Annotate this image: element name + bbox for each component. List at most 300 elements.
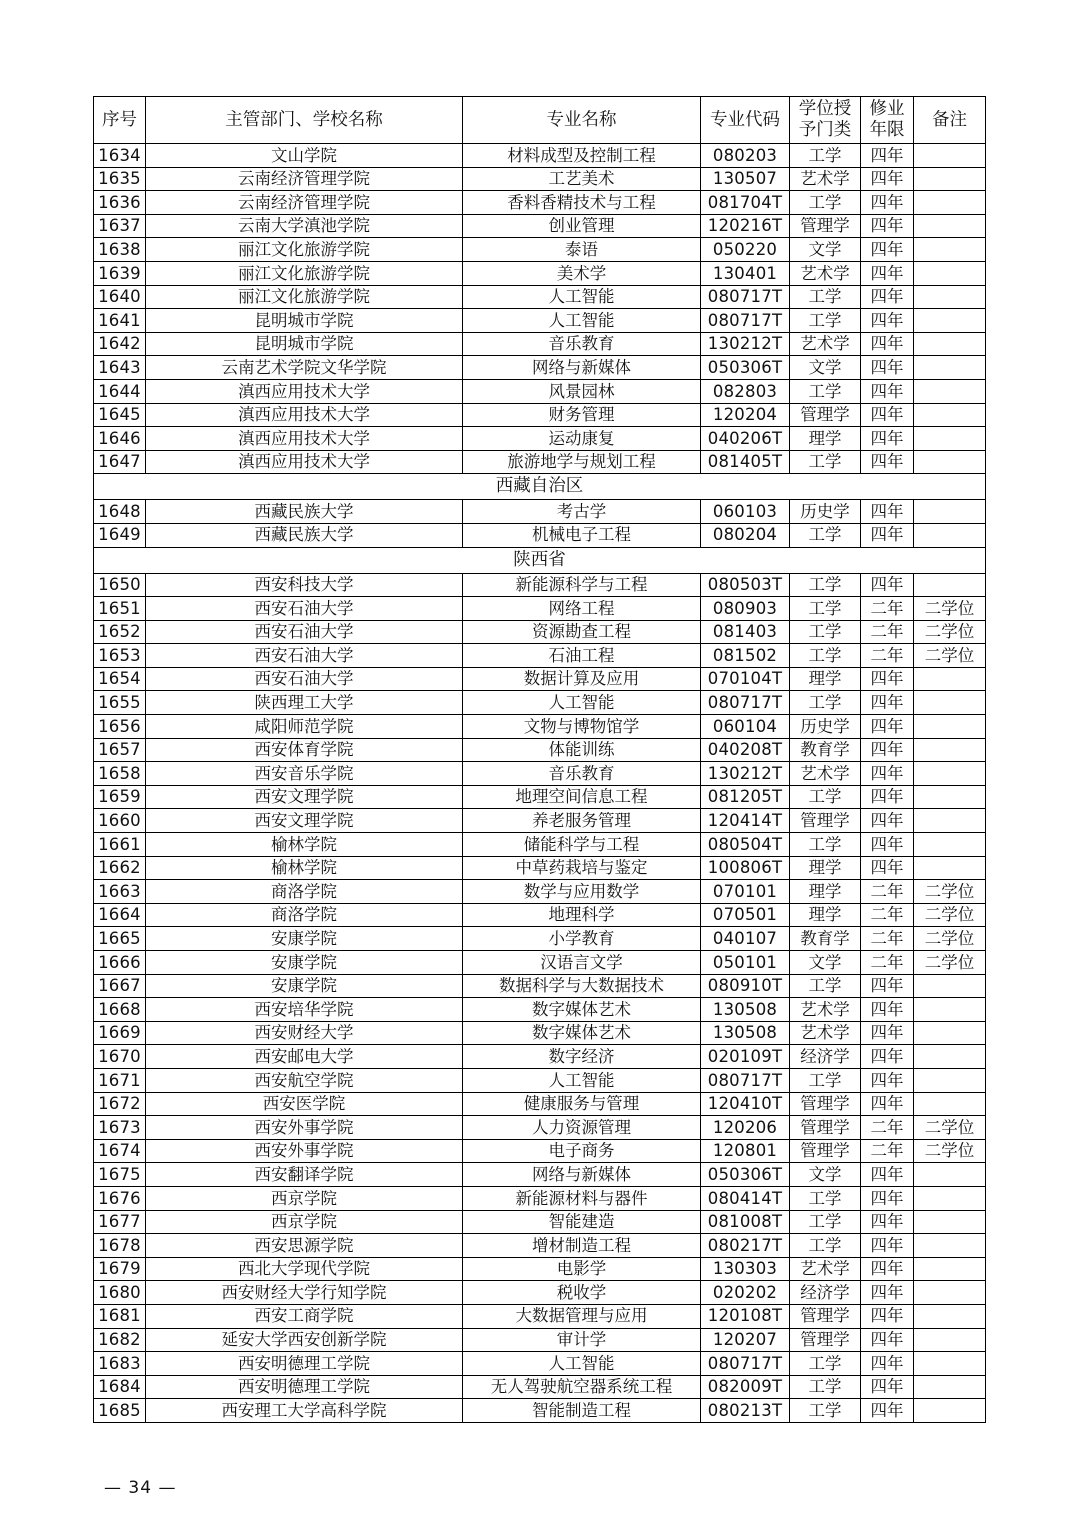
cell-major-code: 120206 bbox=[701, 1116, 790, 1140]
cell-duration: 四年 bbox=[861, 738, 914, 762]
cell-serial: 1667 bbox=[94, 974, 146, 998]
cell-degree-category: 管理学 bbox=[790, 403, 861, 427]
table-row bbox=[94, 238, 986, 262]
cell-major: 网络工程 bbox=[463, 597, 701, 621]
cell-school: 西藏民族大学 bbox=[146, 523, 463, 547]
cell-major-code: 080204 bbox=[701, 523, 790, 547]
table-row bbox=[94, 403, 986, 427]
cell-major-code: 130303 bbox=[701, 1257, 790, 1281]
cell-serial: 1650 bbox=[94, 573, 146, 597]
cell-note bbox=[914, 1328, 986, 1352]
cell-major-code: 130508 bbox=[701, 998, 790, 1022]
cell-school: 陕西理工大学 bbox=[146, 691, 463, 715]
cell-serial: 1657 bbox=[94, 738, 146, 762]
cell-serial: 1678 bbox=[94, 1234, 146, 1258]
cell-note bbox=[914, 214, 986, 238]
cell-major: 泰语 bbox=[463, 238, 701, 262]
degree-category-line-2: 予门类 bbox=[798, 120, 852, 140]
cell-school: 西安石油大学 bbox=[146, 597, 463, 621]
cell-degree-category: 工学 bbox=[790, 620, 861, 644]
cell-note bbox=[914, 1234, 986, 1258]
cell-serial: 1649 bbox=[94, 523, 146, 547]
table-row bbox=[94, 1092, 986, 1116]
cell-major: 大数据管理与应用 bbox=[463, 1304, 701, 1328]
cell-note: 二学位 bbox=[914, 597, 986, 621]
cell-major: 数字媒体艺术 bbox=[463, 998, 701, 1022]
cell-note bbox=[914, 403, 986, 427]
cell-serial: 1663 bbox=[94, 880, 146, 904]
cell-duration: 四年 bbox=[861, 833, 914, 857]
cell-degree-category: 艺术学 bbox=[790, 998, 861, 1022]
table-row bbox=[94, 214, 986, 238]
cell-duration: 四年 bbox=[861, 667, 914, 691]
cell-duration: 四年 bbox=[861, 1281, 914, 1305]
cell-school: 西安石油大学 bbox=[146, 667, 463, 691]
cell-serial: 1651 bbox=[94, 597, 146, 621]
cell-major: 工艺美术 bbox=[463, 167, 701, 191]
cell-serial: 1679 bbox=[94, 1257, 146, 1281]
cell-serial: 1646 bbox=[94, 427, 146, 451]
cell-major: 地理科学 bbox=[463, 903, 701, 927]
cell-duration: 四年 bbox=[861, 856, 914, 880]
cell-note bbox=[914, 285, 986, 309]
cell-duration: 四年 bbox=[861, 1068, 914, 1092]
cell-degree-category: 教育学 bbox=[790, 738, 861, 762]
cell-note bbox=[914, 1257, 986, 1281]
cell-major-code: 040206T bbox=[701, 427, 790, 451]
cell-school: 西安思源学院 bbox=[146, 1234, 463, 1258]
cell-major: 创业管理 bbox=[463, 214, 701, 238]
cell-major: 体能训练 bbox=[463, 738, 701, 762]
cell-note bbox=[914, 1375, 986, 1399]
table-row bbox=[94, 450, 986, 474]
cell-duration: 四年 bbox=[861, 998, 914, 1022]
cell-note bbox=[914, 1186, 986, 1210]
cell-degree-category: 管理学 bbox=[790, 1139, 861, 1163]
cell-major-code: 080504T bbox=[701, 833, 790, 857]
cell-school: 咸阳师范学院 bbox=[146, 715, 463, 739]
cell-note: 二学位 bbox=[914, 927, 986, 951]
table-header bbox=[94, 97, 986, 144]
column-header-serial: 序号 bbox=[94, 97, 146, 144]
cell-note bbox=[914, 261, 986, 285]
cell-major: 小学教育 bbox=[463, 927, 701, 951]
cell-major: 数学与应用数学 bbox=[463, 880, 701, 904]
cell-duration: 四年 bbox=[861, 356, 914, 380]
cell-serial: 1634 bbox=[94, 144, 146, 168]
table-row bbox=[94, 261, 986, 285]
cell-note bbox=[914, 309, 986, 333]
cell-serial: 1656 bbox=[94, 715, 146, 739]
cell-major: 新能源材料与器件 bbox=[463, 1186, 701, 1210]
cell-major: 人工智能 bbox=[463, 285, 701, 309]
cell-serial: 1665 bbox=[94, 927, 146, 951]
cell-note: 二学位 bbox=[914, 1139, 986, 1163]
cell-major-code: 081008T bbox=[701, 1210, 790, 1234]
degree-category-line-1: 学位授 bbox=[798, 99, 852, 120]
cell-major: 增材制造工程 bbox=[463, 1234, 701, 1258]
cell-school: 文山学院 bbox=[146, 144, 463, 168]
cell-major-code: 070501 bbox=[701, 903, 790, 927]
cell-school: 西安财经大学行知学院 bbox=[146, 1281, 463, 1305]
column-header-degree-category bbox=[790, 97, 861, 144]
cell-serial: 1648 bbox=[94, 500, 146, 524]
table-row bbox=[94, 1399, 986, 1423]
cell-major-code: 081403 bbox=[701, 620, 790, 644]
cell-degree-category: 管理学 bbox=[790, 1116, 861, 1140]
cell-school: 西藏民族大学 bbox=[146, 500, 463, 524]
cell-major: 人工智能 bbox=[463, 1352, 701, 1376]
cell-note bbox=[914, 738, 986, 762]
cell-serial: 1638 bbox=[94, 238, 146, 262]
cell-major: 美术学 bbox=[463, 261, 701, 285]
cell-serial: 1654 bbox=[94, 667, 146, 691]
cell-major-code: 082009T bbox=[701, 1375, 790, 1399]
cell-major: 数据科学与大数据技术 bbox=[463, 974, 701, 998]
cell-serial: 1680 bbox=[94, 1281, 146, 1305]
cell-serial: 1673 bbox=[94, 1116, 146, 1140]
table-row bbox=[94, 597, 986, 621]
cell-duration: 四年 bbox=[861, 144, 914, 168]
cell-school: 昆明城市学院 bbox=[146, 309, 463, 333]
cell-major-code: 070101 bbox=[701, 880, 790, 904]
cell-serial: 1683 bbox=[94, 1352, 146, 1376]
cell-duration: 四年 bbox=[861, 1045, 914, 1069]
table-row bbox=[94, 500, 986, 524]
cell-serial: 1644 bbox=[94, 379, 146, 403]
cell-degree-category: 教育学 bbox=[790, 927, 861, 951]
cell-degree-category: 工学 bbox=[790, 1210, 861, 1234]
cell-note bbox=[914, 332, 986, 356]
cell-major-code: 080717T bbox=[701, 1068, 790, 1092]
cell-degree-category: 工学 bbox=[790, 1399, 861, 1423]
cell-duration: 二年 bbox=[861, 1139, 914, 1163]
cell-major: 无人驾驶航空器系统工程 bbox=[463, 1375, 701, 1399]
table-row bbox=[94, 903, 986, 927]
cell-degree-category: 管理学 bbox=[790, 809, 861, 833]
cell-school: 丽江文化旅游学院 bbox=[146, 261, 463, 285]
cell-duration: 四年 bbox=[861, 285, 914, 309]
cell-serial: 1661 bbox=[94, 833, 146, 857]
cell-major-code: 080213T bbox=[701, 1399, 790, 1423]
cell-degree-category: 工学 bbox=[790, 1186, 861, 1210]
cell-school: 西安工商学院 bbox=[146, 1304, 463, 1328]
cell-note bbox=[914, 1281, 986, 1305]
cell-serial: 1647 bbox=[94, 450, 146, 474]
cell-duration: 二年 bbox=[861, 927, 914, 951]
cell-school: 西安邮电大学 bbox=[146, 1045, 463, 1069]
cell-degree-category: 文学 bbox=[790, 1163, 861, 1187]
cell-note: 二学位 bbox=[914, 644, 986, 668]
table-row bbox=[94, 974, 986, 998]
cell-serial: 1666 bbox=[94, 951, 146, 975]
cell-note bbox=[914, 974, 986, 998]
cell-duration: 四年 bbox=[861, 809, 914, 833]
cell-major-code: 080414T bbox=[701, 1186, 790, 1210]
cell-duration: 四年 bbox=[861, 214, 914, 238]
cell-school: 西安航空学院 bbox=[146, 1068, 463, 1092]
table-row bbox=[94, 1163, 986, 1187]
column-header-note: 备注 bbox=[914, 97, 986, 144]
cell-note bbox=[914, 427, 986, 451]
cell-serial: 1636 bbox=[94, 191, 146, 215]
table-row bbox=[94, 715, 986, 739]
table-row bbox=[94, 1186, 986, 1210]
cell-school: 西安石油大学 bbox=[146, 644, 463, 668]
cell-duration: 四年 bbox=[861, 427, 914, 451]
table-row bbox=[94, 144, 986, 168]
cell-degree-category: 管理学 bbox=[790, 1092, 861, 1116]
cell-major-code: 080203 bbox=[701, 144, 790, 168]
cell-degree-category: 工学 bbox=[790, 691, 861, 715]
section-title: 陕西省 bbox=[94, 547, 986, 573]
cell-school: 西安石油大学 bbox=[146, 620, 463, 644]
table-row bbox=[94, 379, 986, 403]
cell-degree-category: 理学 bbox=[790, 880, 861, 904]
cell-duration: 四年 bbox=[861, 1399, 914, 1423]
cell-degree-category: 工学 bbox=[790, 1375, 861, 1399]
cell-serial: 1662 bbox=[94, 856, 146, 880]
cell-major-code: 050306T bbox=[701, 356, 790, 380]
cell-degree-category: 艺术学 bbox=[790, 332, 861, 356]
cell-major-code: 081704T bbox=[701, 191, 790, 215]
duration-line-1: 修业 bbox=[869, 99, 905, 120]
cell-major: 网络与新媒体 bbox=[463, 356, 701, 380]
cell-school: 西安翻译学院 bbox=[146, 1163, 463, 1187]
major-registration-table bbox=[93, 96, 986, 1423]
table-row bbox=[94, 1068, 986, 1092]
cell-note bbox=[914, 500, 986, 524]
table-row bbox=[94, 833, 986, 857]
cell-major-code: 050220 bbox=[701, 238, 790, 262]
table-row bbox=[94, 167, 986, 191]
cell-note bbox=[914, 1045, 986, 1069]
cell-major: 中草药栽培与鉴定 bbox=[463, 856, 701, 880]
cell-serial: 1645 bbox=[94, 403, 146, 427]
cell-school: 云南经济管理学院 bbox=[146, 191, 463, 215]
cell-major-code: 060104 bbox=[701, 715, 790, 739]
cell-serial: 1681 bbox=[94, 1304, 146, 1328]
cell-degree-category: 工学 bbox=[790, 644, 861, 668]
cell-duration: 四年 bbox=[861, 1375, 914, 1399]
cell-degree-category: 历史学 bbox=[790, 715, 861, 739]
cell-major: 考古学 bbox=[463, 500, 701, 524]
cell-major: 储能科学与工程 bbox=[463, 833, 701, 857]
cell-major: 运动康复 bbox=[463, 427, 701, 451]
cell-school: 云南经济管理学院 bbox=[146, 167, 463, 191]
cell-major: 石油工程 bbox=[463, 644, 701, 668]
cell-school: 滇西应用技术大学 bbox=[146, 427, 463, 451]
cell-school: 西安培华学院 bbox=[146, 998, 463, 1022]
table-row bbox=[94, 785, 986, 809]
cell-duration: 四年 bbox=[861, 403, 914, 427]
cell-major: 机械电子工程 bbox=[463, 523, 701, 547]
cell-major: 电影学 bbox=[463, 1257, 701, 1281]
cell-degree-category: 工学 bbox=[790, 597, 861, 621]
cell-major-code: 070104T bbox=[701, 667, 790, 691]
cell-school: 西安医学院 bbox=[146, 1092, 463, 1116]
table-row bbox=[94, 1139, 986, 1163]
cell-major: 数字经济 bbox=[463, 1045, 701, 1069]
table-row bbox=[94, 856, 986, 880]
cell-note bbox=[914, 191, 986, 215]
cell-major-code: 120108T bbox=[701, 1304, 790, 1328]
table-row bbox=[94, 1210, 986, 1234]
cell-note bbox=[914, 238, 986, 262]
table-row bbox=[94, 1045, 986, 1069]
cell-note bbox=[914, 833, 986, 857]
cell-note: 二学位 bbox=[914, 951, 986, 975]
cell-note bbox=[914, 1163, 986, 1187]
cell-duration: 四年 bbox=[861, 1210, 914, 1234]
table-body bbox=[94, 144, 986, 1423]
table-row bbox=[94, 1021, 986, 1045]
table-row bbox=[94, 573, 986, 597]
cell-school: 丽江文化旅游学院 bbox=[146, 238, 463, 262]
cell-duration: 四年 bbox=[861, 500, 914, 524]
cell-school: 西北大学现代学院 bbox=[146, 1257, 463, 1281]
cell-note: 二学位 bbox=[914, 620, 986, 644]
cell-duration: 二年 bbox=[861, 880, 914, 904]
cell-duration: 四年 bbox=[861, 1186, 914, 1210]
cell-school: 西安文理学院 bbox=[146, 809, 463, 833]
cell-duration: 二年 bbox=[861, 1116, 914, 1140]
cell-school: 西安明德理工学院 bbox=[146, 1352, 463, 1376]
cell-school: 西安文理学院 bbox=[146, 785, 463, 809]
cell-serial: 1641 bbox=[94, 309, 146, 333]
cell-school: 西安外事学院 bbox=[146, 1139, 463, 1163]
cell-school: 云南大学滇池学院 bbox=[146, 214, 463, 238]
cell-degree-category: 管理学 bbox=[790, 214, 861, 238]
cell-major: 智能建造 bbox=[463, 1210, 701, 1234]
cell-degree-category: 工学 bbox=[790, 144, 861, 168]
table-row bbox=[94, 1281, 986, 1305]
cell-duration: 二年 bbox=[861, 620, 914, 644]
cell-duration: 四年 bbox=[861, 238, 914, 262]
table-row bbox=[94, 762, 986, 786]
section-header-row bbox=[94, 474, 986, 500]
cell-note bbox=[914, 379, 986, 403]
cell-note bbox=[914, 1068, 986, 1092]
cell-major: 香料香精技术与工程 bbox=[463, 191, 701, 215]
cell-degree-category: 艺术学 bbox=[790, 261, 861, 285]
cell-serial: 1682 bbox=[94, 1328, 146, 1352]
cell-degree-category: 艺术学 bbox=[790, 167, 861, 191]
cell-degree-category: 理学 bbox=[790, 667, 861, 691]
cell-serial: 1677 bbox=[94, 1210, 146, 1234]
cell-major: 旅游地学与规划工程 bbox=[463, 450, 701, 474]
cell-major: 新能源科学与工程 bbox=[463, 573, 701, 597]
table-row bbox=[94, 927, 986, 951]
cell-note bbox=[914, 667, 986, 691]
cell-degree-category: 工学 bbox=[790, 974, 861, 998]
cell-degree-category: 工学 bbox=[790, 1068, 861, 1092]
cell-note bbox=[914, 856, 986, 880]
cell-major: 健康服务与管理 bbox=[463, 1092, 701, 1116]
cell-serial: 1670 bbox=[94, 1045, 146, 1069]
cell-note bbox=[914, 1352, 986, 1376]
cell-degree-category: 工学 bbox=[790, 785, 861, 809]
cell-serial: 1653 bbox=[94, 644, 146, 668]
section-title: 西藏自治区 bbox=[94, 474, 986, 500]
table-row bbox=[94, 880, 986, 904]
cell-school: 西安理工大学高科学院 bbox=[146, 1399, 463, 1423]
table-row bbox=[94, 1257, 986, 1281]
cell-degree-category: 工学 bbox=[790, 523, 861, 547]
cell-school: 丽江文化旅游学院 bbox=[146, 285, 463, 309]
cell-degree-category: 理学 bbox=[790, 856, 861, 880]
cell-note bbox=[914, 144, 986, 168]
cell-degree-category: 经济学 bbox=[790, 1281, 861, 1305]
cell-major-code: 040208T bbox=[701, 738, 790, 762]
table-header-row bbox=[94, 97, 986, 144]
cell-duration: 四年 bbox=[861, 1304, 914, 1328]
cell-duration: 四年 bbox=[861, 379, 914, 403]
table-row bbox=[94, 332, 986, 356]
duration-line-2: 年限 bbox=[869, 120, 905, 140]
cell-duration: 四年 bbox=[861, 715, 914, 739]
cell-major: 材料成型及控制工程 bbox=[463, 144, 701, 168]
cell-note bbox=[914, 1210, 986, 1234]
cell-school: 商洛学院 bbox=[146, 880, 463, 904]
cell-duration: 四年 bbox=[861, 762, 914, 786]
cell-note: 二学位 bbox=[914, 1116, 986, 1140]
cell-major: 资源勘查工程 bbox=[463, 620, 701, 644]
cell-serial: 1676 bbox=[94, 1186, 146, 1210]
cell-major-code: 120216T bbox=[701, 214, 790, 238]
table-row bbox=[94, 951, 986, 975]
cell-serial: 1642 bbox=[94, 332, 146, 356]
cell-duration: 四年 bbox=[861, 523, 914, 547]
cell-major-code: 120414T bbox=[701, 809, 790, 833]
cell-school: 安康学院 bbox=[146, 974, 463, 998]
cell-degree-category: 理学 bbox=[790, 427, 861, 451]
cell-major: 地理空间信息工程 bbox=[463, 785, 701, 809]
cell-major-code: 020202 bbox=[701, 1281, 790, 1305]
table-row bbox=[94, 1304, 986, 1328]
cell-major-code: 040107 bbox=[701, 927, 790, 951]
table-row bbox=[94, 738, 986, 762]
table-row bbox=[94, 1328, 986, 1352]
cell-duration: 二年 bbox=[861, 951, 914, 975]
cell-school: 西安体育学院 bbox=[146, 738, 463, 762]
cell-degree-category: 文学 bbox=[790, 238, 861, 262]
cell-major-code: 120207 bbox=[701, 1328, 790, 1352]
section-header-row bbox=[94, 547, 986, 573]
cell-degree-category: 管理学 bbox=[790, 1304, 861, 1328]
cell-note bbox=[914, 809, 986, 833]
cell-major-code: 080717T bbox=[701, 285, 790, 309]
cell-serial: 1684 bbox=[94, 1375, 146, 1399]
cell-school: 西安外事学院 bbox=[146, 1116, 463, 1140]
cell-duration: 四年 bbox=[861, 691, 914, 715]
cell-note bbox=[914, 762, 986, 786]
cell-major-code: 020109T bbox=[701, 1045, 790, 1069]
cell-major-code: 100806T bbox=[701, 856, 790, 880]
cell-major-code: 080910T bbox=[701, 974, 790, 998]
cell-note bbox=[914, 1304, 986, 1328]
cell-major: 智能制造工程 bbox=[463, 1399, 701, 1423]
cell-duration: 四年 bbox=[861, 261, 914, 285]
table-row bbox=[94, 1352, 986, 1376]
cell-major: 人工智能 bbox=[463, 1068, 701, 1092]
cell-degree-category: 管理学 bbox=[790, 1328, 861, 1352]
cell-school: 滇西应用技术大学 bbox=[146, 450, 463, 474]
cell-duration: 四年 bbox=[861, 974, 914, 998]
cell-duration: 四年 bbox=[861, 573, 914, 597]
cell-duration: 四年 bbox=[861, 1092, 914, 1116]
table-row bbox=[94, 1116, 986, 1140]
